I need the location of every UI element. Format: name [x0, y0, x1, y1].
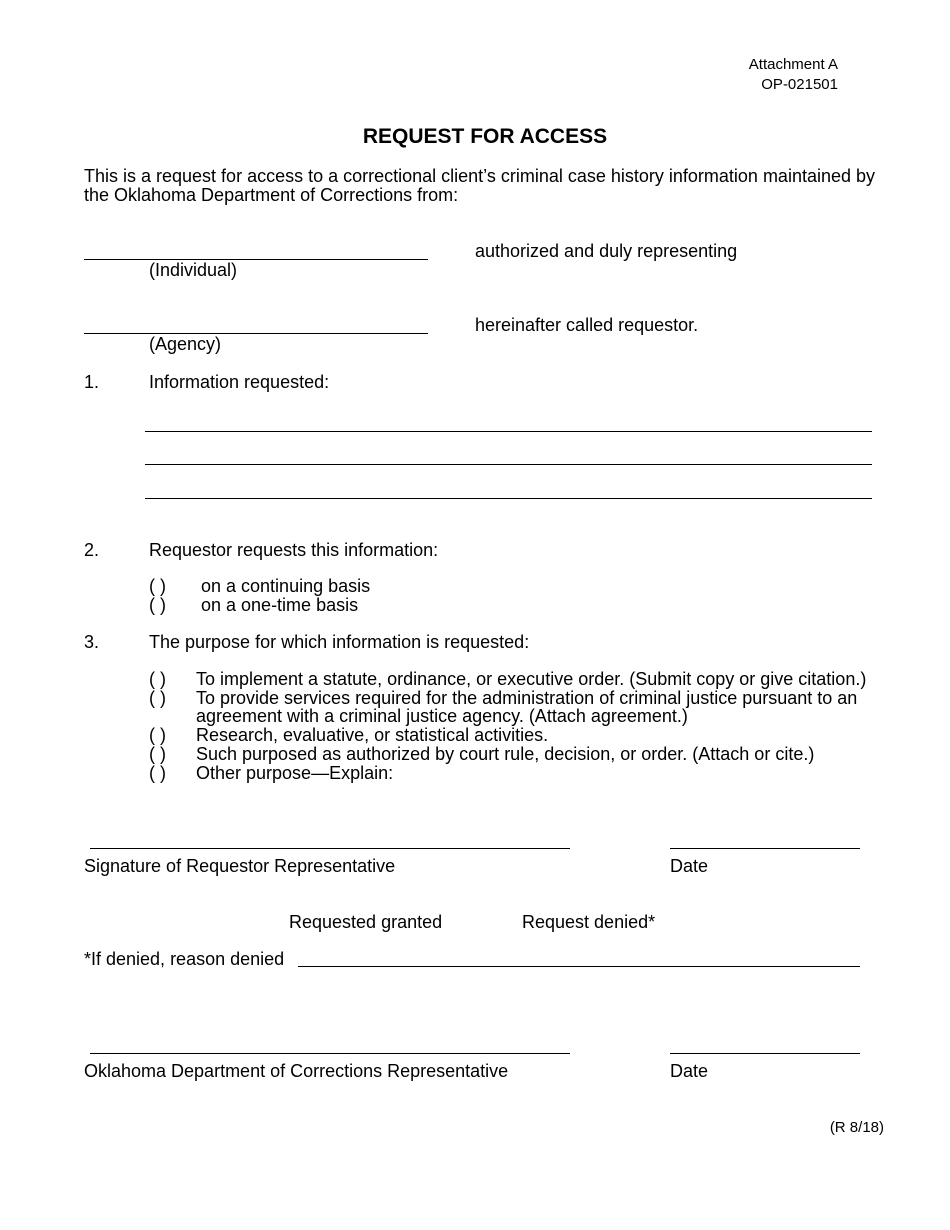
section2-label: Requestor requests this information: [149, 540, 439, 560]
section1-label: Information requested: [149, 372, 330, 392]
individual-suffix: authorized and duly representing [475, 241, 738, 261]
purpose-services-label-cont: agreement with a criminal justice agency. (Attach agreement.) [196, 706, 688, 726]
individual-label: (Individual) [149, 260, 238, 280]
purpose-statute-checkbox[interactable]: ( ) [149, 669, 166, 689]
denied-reason-line[interactable] [298, 966, 860, 967]
purpose-research-checkbox[interactable]: ( ) [149, 725, 166, 745]
revision-code: (R 8/18) [829, 1119, 884, 1136]
agency-input-line[interactable] [84, 333, 428, 334]
option-continuing-checkbox[interactable]: ( ) [149, 576, 166, 596]
requestor-signature-line[interactable] [90, 848, 570, 849]
doc-date-line[interactable] [670, 1053, 860, 1054]
op-number: OP-021501 [761, 76, 838, 93]
request-granted-label: Requested granted [289, 912, 443, 932]
agency-suffix: hereinafter called requestor. [475, 315, 699, 335]
option-one-time-checkbox[interactable]: ( ) [149, 595, 166, 615]
purpose-services-label: To provide services required for the administration of criminal justice pursuant to an [196, 688, 858, 708]
requestor-date-label: Date [670, 856, 709, 876]
agency-label: (Agency) [149, 334, 222, 354]
request-denied-label: Request denied* [522, 912, 656, 932]
section3-number: 3. [84, 632, 100, 652]
purpose-court-label: Such purposed as authorized by court rule, decision, or order. (Attach or cite.) [196, 744, 815, 764]
info-requested-line-2[interactable] [145, 464, 872, 465]
purpose-statute-label: To implement a statute, ordinance, or executive order. (Submit copy or give citation.) [196, 669, 867, 689]
info-requested-line-3[interactable] [145, 498, 872, 499]
purpose-court-checkbox[interactable]: ( ) [149, 744, 166, 764]
purpose-services-checkbox[interactable]: ( ) [149, 688, 166, 708]
denied-reason-label: *If denied, reason denied [84, 949, 285, 969]
attachment-label: Attachment A [748, 56, 838, 73]
section1-number: 1. [84, 372, 100, 392]
purpose-research-label: Research, evaluative, or statistical activities. [196, 725, 549, 745]
section2-number: 2. [84, 540, 100, 560]
option-continuing-label: on a continuing basis [201, 576, 371, 596]
doc-signature-line[interactable] [90, 1053, 570, 1054]
requestor-signature-label: Signature of Requestor Representative [84, 856, 396, 876]
doc-signature-label: Oklahoma Department of Corrections Representative [84, 1061, 509, 1081]
page-title: REQUEST FOR ACCESS [362, 125, 608, 148]
option-one-time-label: on a one-time basis [201, 595, 359, 615]
intro-paragraph: This is a request for access to a correctional client’s criminal case history information maintained by the Oklahoma Department of Corrections from: [84, 166, 876, 205]
section3-label: The purpose for which information is requested: [149, 632, 530, 652]
purpose-other-checkbox[interactable]: ( ) [149, 763, 166, 783]
info-requested-line-1[interactable] [145, 431, 872, 432]
doc-date-label: Date [670, 1061, 709, 1081]
requestor-date-line[interactable] [670, 848, 860, 849]
purpose-other-label: Other purpose—Explain: [196, 763, 394, 783]
individual-input-line[interactable] [84, 259, 428, 260]
